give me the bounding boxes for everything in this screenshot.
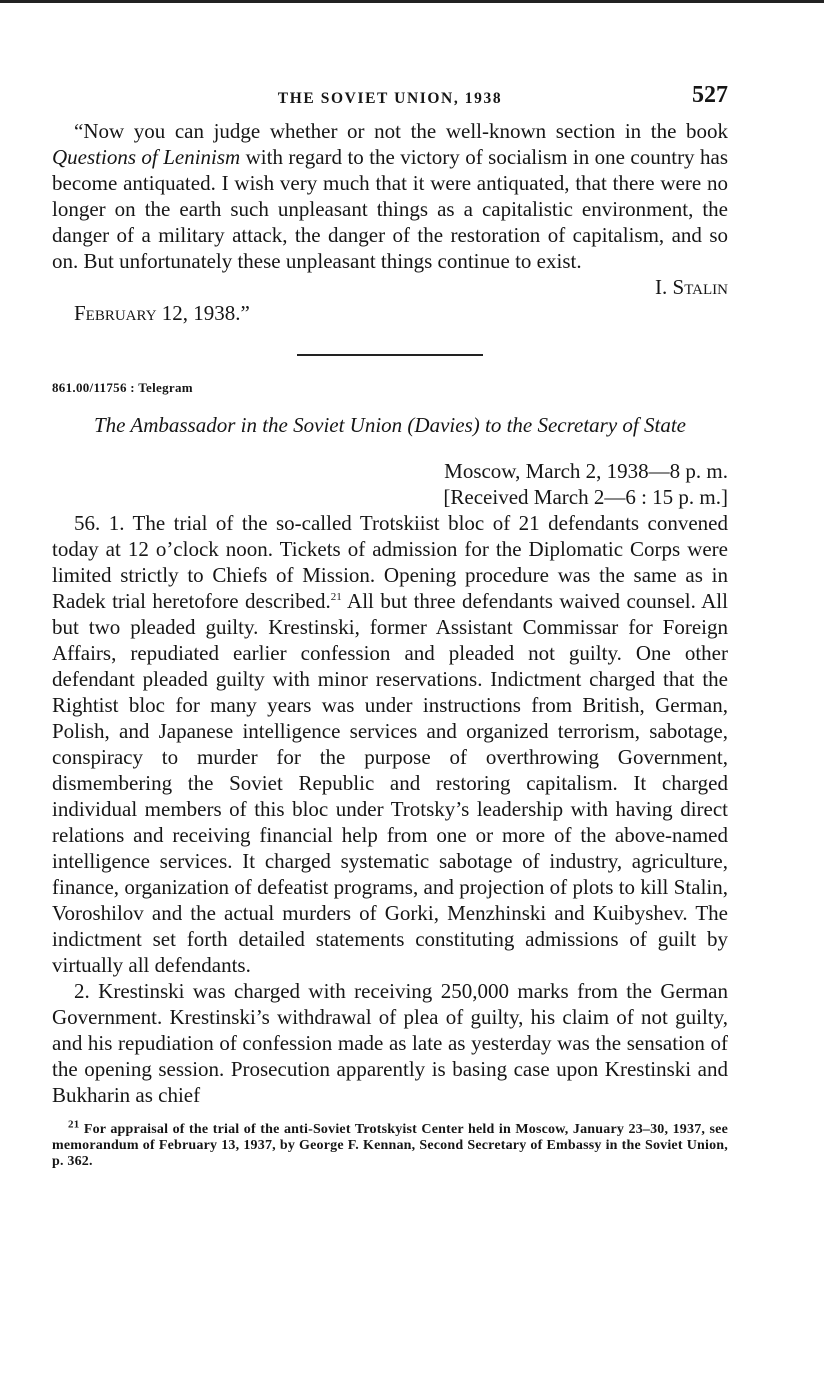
dateline-received: [Received March 2—6 : 15 p. m.]: [443, 485, 728, 509]
footnote-reference: 21: [330, 591, 342, 603]
signature-name: Stalin: [672, 275, 728, 299]
footnote: [52, 1118, 728, 1170]
footnote-text: For appraisal of the trial of the anti-Soviet Trotskyist Center held in Moscow, January 23–30, 1937, see memorandum of February 13, 1937, by George F. Kennan, Second Secretary of Embassy in the Soviet Union, p. 362.: [52, 1122, 728, 1169]
paragraph-1-part-b: All but three defendants waived counsel. All but two pleaded guilty. Krestinski, former Assistant Commissar for Foreign Affairs, repudiated earlier confession and pleaded not guilty. One other defendant pleaded guilty with minor reservations. Indictment charged that the Rightist bloc for many years was under instructions from British, German, Polish, and Japanese intelligence services and organized terrorism, sabotage, conspiracy to murder for the purpose of overthrowing Government, dismembering the Soviet Republic and restoring capitalism. It charged individual members of this bloc under Trotsky’s leadership with having direct relations and receiving financial help from one or more of the above-named intelligence services. It charged systematic sabotage of industry, agriculture, finance, organization of defeatist programs, and projection of plots to kill Stalin, Voroshilov and the actual murders of Gorki, Menzhinski and Kuibyshev. The indictment set forth detailed statements constituting admissions of guilt by virtually all defendants.: [52, 589, 728, 977]
running-head: [52, 82, 728, 116]
quote-date-month: February: [74, 301, 157, 325]
page-number: 527: [692, 82, 728, 108]
section-divider: [297, 354, 483, 356]
telegram-paragraph-2: 2. Krestinski was charged with receiving 250,000 marks from the German Government. Krestinski’s withdrawal of plea of guilty, his claim of not guilty, and his repudiation of confession made as late as yesterday was the sensation of the opening session. Prosecution apparently is basing case upon Krestinski and Bukharin as chief: [52, 979, 728, 1107]
quote-date: [52, 300, 728, 326]
quote-text-after-book: with regard to the victory of socialism in one country has become antiquated. I wish very much that it were antiquated, that there were no longer on the earth such unpleasant things as a capitalistic environment, the danger of a military attack, the danger of the restoration of capitalism, and so on. But unfortunately these unpleasant things continue to exist.: [52, 145, 728, 273]
document-page: [52, 82, 728, 1170]
paragraph-1-part-a: 56. 1. The trial of the so-called Trotskiist bloc of 21 defendants convened today at 12 o’clock noon. Tickets of admission for the Diplomatic Corps were limited strictly to Chiefs of Mission. Opening procedure was the same as in Radek trial heretofore described.: [52, 511, 728, 613]
footnote-number: 21: [68, 1118, 80, 1131]
dateline-sent: Moscow, March 2, 1938—8 p. m.: [444, 459, 728, 483]
quote-text-before-book: “Now you can judge whether or not the well-known section in the book: [74, 119, 728, 143]
document-reference: 861.00/11756 : Telegram: [52, 380, 193, 395]
stalin-quote-paragraph: [52, 118, 728, 274]
book-title: Questions of Leninism: [52, 145, 241, 169]
quote-date-rest: 12, 1938.”: [156, 301, 250, 325]
running-title: THE SOVIET UNION, 1938: [277, 90, 503, 107]
dateline: [52, 458, 728, 510]
telegram-paragraph-1: [52, 510, 728, 978]
signature: [52, 274, 728, 300]
page-top-edge: [0, 0, 824, 3]
document-title: The Ambassador in the Soviet Union (Davies) to the Secretary of State: [94, 413, 686, 437]
signature-initial: I.: [655, 275, 673, 299]
